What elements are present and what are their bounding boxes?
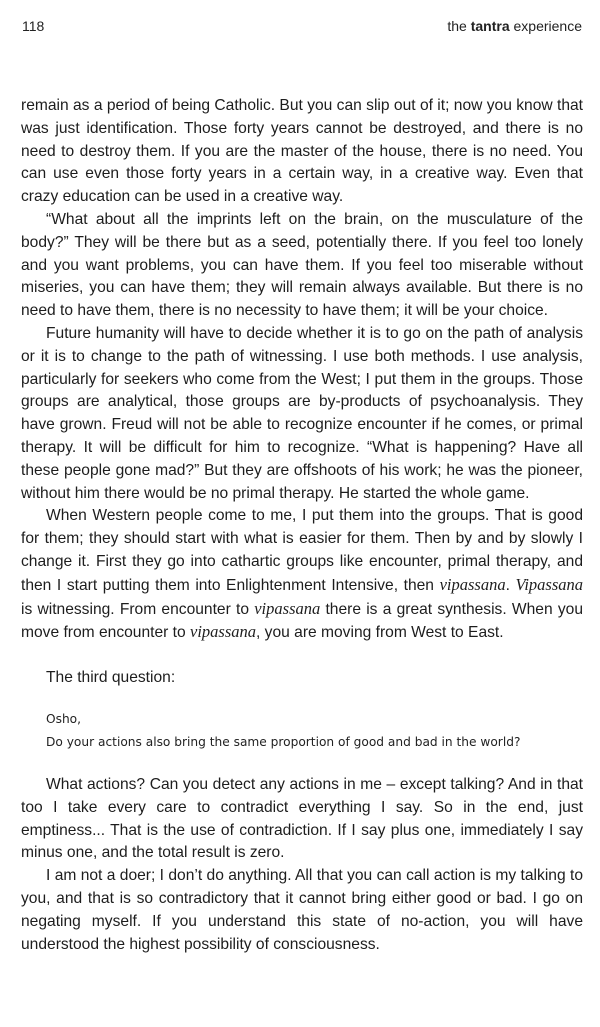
book-title-bold: tantra	[470, 18, 510, 34]
italic-term: vipassana	[190, 622, 257, 642]
paragraph-4-text-d: there is a great synthesis. When you move from encounter to	[21, 600, 583, 642]
paragraph-4-text-e: , you are moving from West to East.	[256, 624, 504, 642]
paragraph-4-text-a: When Western people come to me, I put them into the groups. That is good for them; they should start with what is easier for them. Then by and by slowly I change it. First they go into cathartic groups like encounter, primal therapy, and then I start putting them into Enlightenment Intensive, then	[21, 507, 583, 594]
running-head	[22, 18, 582, 38]
book-title	[447, 18, 582, 34]
paragraph-2: “What about all the imprints left on the brain, on the musculature of the body?” They will be there but as a seed, potentially there. If you feel too lonely and you want problems, you can have them. If you feel too miserable without miseries, you can have them; they will remain always available. But there is no need to have them, there is no necessity to have them; it will be your choice.	[21, 210, 583, 320]
book-title-suffix: experience	[513, 18, 582, 34]
paragraph-4-text-c: is witnessing. From encounter to	[21, 600, 255, 618]
italic-term: vipassana	[439, 574, 506, 594]
page-number: 118	[22, 18, 45, 34]
question-text: Do your actions also bring the same proportion of good and bad in the world?	[46, 734, 521, 749]
question-block	[46, 708, 583, 754]
paragraph-6: What actions? Can you detect any actions in me – except talking? And in that too I take every care to contradict everything I say. So in the end, just emptiness... That is the use of contradiction. If I say plus one, immediately I say minus one, and the total result is zero.	[21, 775, 583, 862]
body-text	[21, 95, 583, 956]
paragraph-1: remain as a period of being Catholic. But you can slip out of it; now you know that was just identification. Those forty years cannot be destroyed, and there is no need to destroy them. If you are the master of the house, there is no need. You can use even those forty years in a certain way, in a creative way. Even that crazy education can be used in a creative way.	[21, 97, 583, 206]
question-addressee: Osho,	[46, 711, 81, 726]
paragraph-3: Future humanity will have to decide whether it is to go on the path of analysis or it is to change to the path of witnessing. I use both methods. I use analysis, particularly for seekers who come from the West; I put them in the groups. Those groups are analytical, those groups are by-products of psychoanalysis. They have grown. Freud will not be able to recognize encounter if he comes, or primal therapy. It will be difficult for him to recognize. “What is happening? Have all these people gone mad?” But they are offshoots of his work; he was the pioneer, without him there would be no primal therapy. He started the whole game.	[21, 324, 583, 502]
paragraph-4-text-b: .	[505, 576, 516, 594]
third-question-label: The third question:	[46, 669, 176, 687]
paragraph-4	[21, 505, 583, 645]
italic-term: vipassana	[254, 598, 321, 618]
book-title-prefix: the	[447, 18, 467, 34]
italic-term: Vipassana	[515, 574, 583, 594]
paragraph-7: I am not a doer; I don’t do anything. All that you can call action is my talking to you, and that is so contradictory that it cannot bring either good or bad. I go on negating myself. If you understand this state of no-action, you will have understood the highest possibility of consciousness.	[21, 867, 583, 953]
